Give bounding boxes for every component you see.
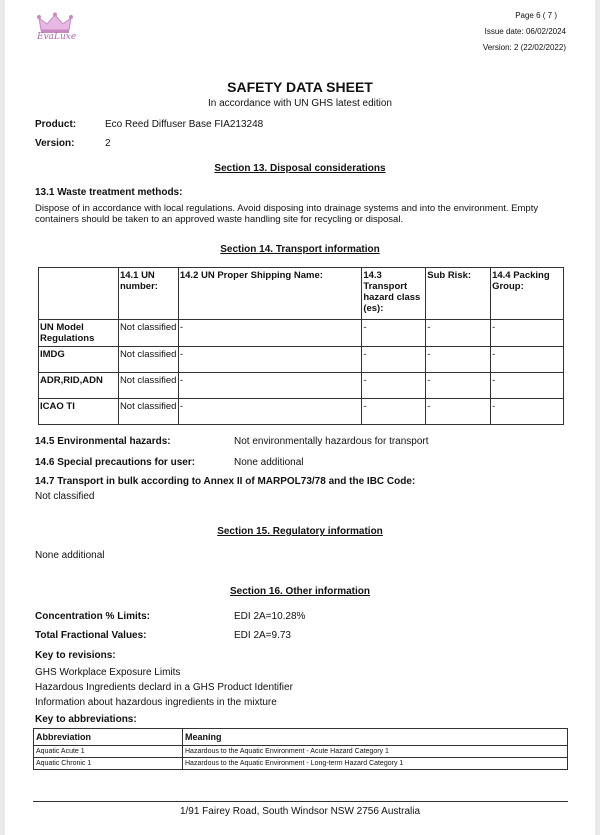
row-mode: UN Model Regulations xyxy=(39,320,119,347)
row-un: Not classified xyxy=(118,320,178,347)
table-row xyxy=(39,399,564,425)
row-sub: - xyxy=(426,373,491,399)
row-ship: - xyxy=(178,320,361,347)
footer-address: 1/91 Fairey Road, South Windsor NSW 2756 Australia xyxy=(179,806,421,817)
header-packing-group: 14.4 Packing Group: xyxy=(491,268,564,320)
crown-icon xyxy=(33,12,77,34)
concentration-label: Concentration % Limits: xyxy=(35,611,151,622)
row-class: - xyxy=(362,373,426,399)
row-pack: - xyxy=(491,347,564,373)
row-ship: - xyxy=(178,399,361,425)
meaning-cell: Hazardous to the Aquatic Environment - Long-term Hazard Category 1 xyxy=(183,758,568,770)
document-title: SAFETY DATA SHEET xyxy=(227,79,373,95)
row-sub: - xyxy=(426,399,491,425)
section-16-heading: Section 16. Other information xyxy=(229,586,371,597)
version-date: Version: 2 (22/02/2022) xyxy=(482,43,566,52)
company-logo xyxy=(33,12,77,48)
row-ship: - xyxy=(178,347,361,373)
list-item: GHS Workplace Exposure Limits xyxy=(35,667,181,678)
row-pack: - xyxy=(491,320,564,347)
list-item: Hazardous Ingredients declard in a GHS Product Identifier xyxy=(35,682,293,693)
table-row xyxy=(34,758,568,770)
waste-treatment-heading: 13.1 Waste treatment methods: xyxy=(35,187,183,198)
row-mode: IMDG xyxy=(39,347,119,373)
abbreviations-table-header xyxy=(34,729,568,746)
row-sub: - xyxy=(426,320,491,347)
table-row xyxy=(39,320,564,347)
header-sub-risk: Sub Risk: xyxy=(426,268,491,320)
list-item: Information about hazardous ingredients in the mixture xyxy=(35,697,277,708)
transport-table-header xyxy=(39,268,564,320)
fractional-values-label: Total Fractional Values: xyxy=(35,630,147,641)
document-subtitle: In accordance with UN GHS latest edition xyxy=(208,98,392,109)
key-to-abbreviations-label: Key to abbreviations: xyxy=(35,714,137,725)
concentration-value: EDI 2A=10.28% xyxy=(234,611,306,622)
meaning-cell: Hazardous to the Aquatic Environment - Acute Hazard Category 1 xyxy=(183,746,568,758)
key-to-revisions-label: Key to revisions: xyxy=(35,650,116,661)
special-precautions-label: 14.6 Special precautions for user: xyxy=(35,457,196,468)
special-precautions-value: None additional xyxy=(234,457,304,468)
section-14-heading: Section 14. Transport information xyxy=(220,244,380,255)
row-un: Not classified xyxy=(118,399,178,425)
product-value: Eco Reed Diffuser Base FIA213248 xyxy=(105,119,264,130)
row-un: Not classified xyxy=(118,373,178,399)
version-value: 2 xyxy=(105,138,111,149)
table-row xyxy=(39,347,564,373)
abbr-cell: Aquatic Chronic 1 xyxy=(34,758,183,770)
page-number: Page 6 ( 7 ) xyxy=(515,11,557,20)
row-un: Not classified xyxy=(118,347,178,373)
row-class: - xyxy=(362,347,426,373)
section-13-heading: Section 13. Disposal considerations xyxy=(214,163,386,174)
logo-wordmark: EvaLuxe xyxy=(37,32,77,42)
env-hazards-label: 14.5 Environmental hazards: xyxy=(35,436,171,447)
fractional-values-value: EDI 2A=9.73 xyxy=(234,630,291,641)
header-meaning: Meaning xyxy=(183,729,568,746)
bulk-transport-value: Not classified xyxy=(35,491,95,502)
transport-table xyxy=(38,267,564,425)
row-class: - xyxy=(362,320,426,347)
row-sub: - xyxy=(426,347,491,373)
version-label: Version: xyxy=(35,138,75,149)
issue-date: Issue date: 06/02/2024 xyxy=(484,27,566,36)
table-row xyxy=(39,373,564,399)
header-shipping-name: 14.2 UN Proper Shipping Name: xyxy=(178,268,361,320)
row-pack: - xyxy=(491,373,564,399)
document-page xyxy=(5,0,595,835)
row-pack: - xyxy=(491,399,564,425)
abbreviations-table xyxy=(33,728,568,770)
waste-text-line-1: Dispose of in accordance with local regulations. Avoid disposing into drainage systems and into the environment. Empty xyxy=(35,203,539,214)
header-abbreviation: Abbreviation xyxy=(34,729,183,746)
row-ship: - xyxy=(178,373,361,399)
section-15-heading: Section 15. Regulatory information xyxy=(217,526,383,537)
abbr-cell: Aquatic Acute 1 xyxy=(34,746,183,758)
env-hazards-value: Not environmentally hazardous for transport xyxy=(234,436,429,447)
product-label: Product: xyxy=(35,119,77,130)
footer-divider xyxy=(33,801,568,802)
table-row xyxy=(34,746,568,758)
header-un-number: 14.1 UN number: xyxy=(118,268,178,320)
row-mode: ADR,RID,ADN xyxy=(39,373,119,399)
row-mode: ICAO TI xyxy=(39,399,119,425)
header-cell-empty xyxy=(39,268,119,320)
regulatory-text: None additional xyxy=(35,550,105,561)
bulk-transport-label: 14.7 Transport in bulk according to Annex II of MARPOL73/78 and the IBC Code: xyxy=(35,476,416,487)
row-class: - xyxy=(362,399,426,425)
waste-text-line-2: containers should be taken to an approved waste handling site for recycling or disposal. xyxy=(35,214,404,225)
header-hazard-class: 14.3 Transport hazard class (es): xyxy=(362,268,426,320)
